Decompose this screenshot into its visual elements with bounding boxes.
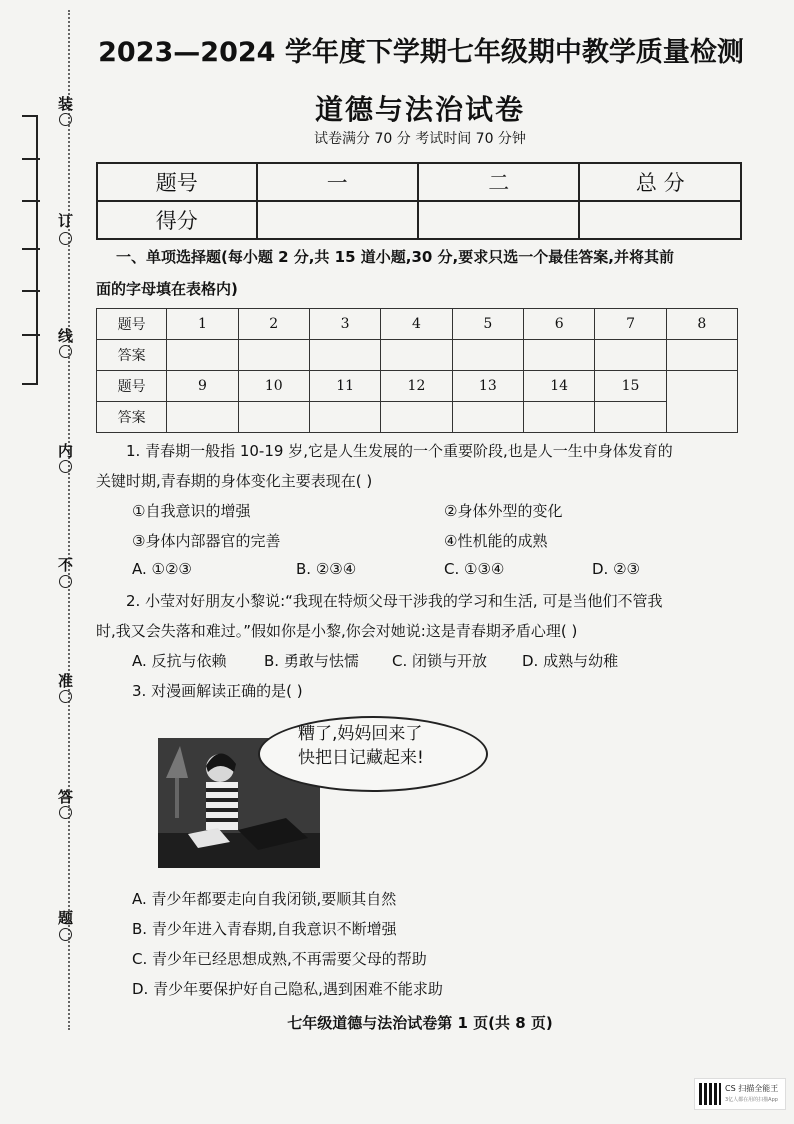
score-input-cell[interactable]: [579, 201, 741, 239]
q1-statement: ③身体内部器官的完善: [132, 532, 281, 550]
q3-option-b[interactable]: B. 青少年进入青春期,自我意识不断增强: [132, 920, 397, 938]
grid-number: 3: [309, 309, 380, 340]
margin-char: 准: [58, 672, 74, 690]
score-header-cell: 题号: [97, 163, 257, 201]
margin-circle: [59, 345, 72, 358]
q2-option-c[interactable]: C. 闭锁与开放: [392, 652, 488, 670]
speech-text: [298, 722, 424, 770]
margin-char: 题: [58, 909, 74, 927]
grid-number: 13: [452, 371, 523, 402]
binding-tick: [22, 158, 40, 160]
grid-answer-cell[interactable]: [238, 402, 309, 433]
margin-circle: [59, 575, 72, 588]
q2-option-b[interactable]: B. 勇敢与怯懦: [264, 652, 359, 670]
q3-stem: 3. 对漫画解读正确的是( ): [132, 682, 303, 700]
section-heading-cont: 面的字母填在表格内): [96, 280, 238, 298]
q1-stem-cont: 关键时期,青春期的身体变化主要表现在( ): [96, 472, 373, 490]
score-header-cell: 一: [257, 163, 418, 201]
grid-answer-cell[interactable]: [524, 340, 595, 371]
binding-bracket: [22, 115, 38, 385]
grid-answer-cell[interactable]: [524, 402, 595, 433]
score-label-cell: 得分: [97, 201, 257, 239]
grid-answer-cell[interactable]: [595, 340, 666, 371]
scanner-brand: CS 扫描全能王: [725, 1084, 779, 1093]
speech-line-2: 快把日记藏起来!: [298, 748, 424, 768]
q3-option-a[interactable]: A. 青少年都要走向自我闭锁,要顺其自然: [132, 890, 397, 908]
answer-grid: [96, 308, 738, 433]
binding-dotted-line: [68, 10, 70, 1030]
binding-tick: [22, 248, 40, 250]
margin-circle: [59, 928, 72, 941]
q1-option-d[interactable]: D. ②③: [592, 560, 640, 578]
q1-stem: 1. 青春期一般指 10-19 岁,它是人生发展的一个重要阶段,也是人一生中身体发育的: [126, 442, 673, 460]
grid-answer-cell[interactable]: [167, 340, 238, 371]
margin-circle: [59, 690, 72, 703]
margin-circle: [59, 460, 72, 473]
grid-number: 2: [238, 309, 309, 340]
grid-number: 15: [595, 371, 666, 402]
grid-answer-cell[interactable]: [238, 340, 309, 371]
margin-char: 线: [58, 327, 74, 345]
grid-number: 11: [309, 371, 380, 402]
binding-tick: [22, 334, 40, 336]
q1-option-b[interactable]: B. ②③④: [296, 560, 357, 578]
margin-char: 不: [58, 556, 74, 574]
q3-option-d[interactable]: D. 青少年要保护好自己隐私,遇到困难不能求助: [132, 980, 443, 998]
grid-answer-cell[interactable]: [381, 402, 452, 433]
grid-number: 7: [595, 309, 666, 340]
margin-char: 装: [58, 95, 74, 113]
score-input-cell[interactable]: [418, 201, 579, 239]
grid-answer-cell[interactable]: [452, 340, 523, 371]
grid-empty-cell: [666, 371, 737, 433]
grid-ans-label: 答案: [97, 340, 167, 371]
grid-number: 6: [524, 309, 595, 340]
grid-number: 14: [524, 371, 595, 402]
section-heading: 一、单项选择题(每小题 2 分,共 15 道小题,30 分,要求只选一个最佳答案,并将其前: [116, 248, 674, 266]
q2-stem: 2. 小莹对好朋友小黎说:“我现在特烦父母干涉我的学习和生活, 可是当他们不管我: [126, 592, 663, 610]
margin-circle: [59, 806, 72, 819]
grid-answer-cell[interactable]: [309, 340, 380, 371]
score-header-cell: 总 分: [579, 163, 741, 201]
score-table: [96, 162, 742, 240]
grid-answer-cell[interactable]: [595, 402, 666, 433]
qr-code-icon: [699, 1083, 721, 1105]
grid-answer-cell[interactable]: [381, 340, 452, 371]
binding-tick: [22, 290, 40, 292]
grid-number: 8: [666, 309, 737, 340]
grid-answer-cell[interactable]: [666, 340, 737, 371]
margin-circle: [59, 113, 72, 126]
grid-number: 5: [452, 309, 523, 340]
grid-ans-label: 答案: [97, 402, 167, 433]
grid-number: 12: [381, 371, 452, 402]
q2-option-d[interactable]: D. 成熟与幼稚: [522, 652, 619, 670]
subject-title: 道德与法治试卷: [314, 93, 525, 126]
page-footer: 七年级道德与法治试卷第 1 页(共 8 页): [287, 1014, 553, 1032]
speech-line-1: 糟了,妈妈回来了: [298, 724, 423, 744]
scanner-tagline: 3亿人都在用的扫描App: [725, 1097, 778, 1103]
q3-option-c[interactable]: C. 青少年已经思想成熟,不再需要父母的帮助: [132, 950, 427, 968]
exam-title: 2023—2024 学年度下学期七年级期中教学质量检测: [98, 37, 744, 68]
margin-char: 答: [58, 788, 74, 806]
q2-option-a[interactable]: A. 反抗与依赖: [132, 652, 227, 670]
grid-answer-cell[interactable]: [309, 402, 380, 433]
grid-number: 1: [167, 309, 238, 340]
margin-circle: [59, 232, 72, 245]
margin-char: 内: [58, 442, 74, 460]
q1-option-c[interactable]: C. ①③④: [444, 560, 505, 578]
binding-tick: [22, 200, 40, 202]
grid-answer-cell[interactable]: [167, 402, 238, 433]
q1-statement: ②身体外型的变化: [444, 502, 563, 520]
q1-statement: ④性机能的成熟: [444, 532, 548, 550]
grid-number: 4: [381, 309, 452, 340]
margin-char: 订: [58, 212, 74, 230]
score-input-cell[interactable]: [257, 201, 418, 239]
grid-num-label: 题号: [97, 309, 167, 340]
exam-info: 试卷满分 70 分 考试时间 70 分钟: [314, 131, 526, 147]
grid-number: 10: [238, 371, 309, 402]
grid-number: 9: [167, 371, 238, 402]
score-header-cell: 二: [418, 163, 579, 201]
grid-answer-cell[interactable]: [452, 402, 523, 433]
grid-num-label: 题号: [97, 371, 167, 402]
q1-option-a[interactable]: A. ①②③: [132, 560, 192, 578]
q1-statement: ①自我意识的增强: [132, 502, 251, 520]
scanner-badge: [694, 1078, 786, 1110]
q2-stem-cont: 时,我又会失落和难过。”假如你是小黎,你会对她说:这是青春期矛盾心理( ): [96, 622, 578, 640]
